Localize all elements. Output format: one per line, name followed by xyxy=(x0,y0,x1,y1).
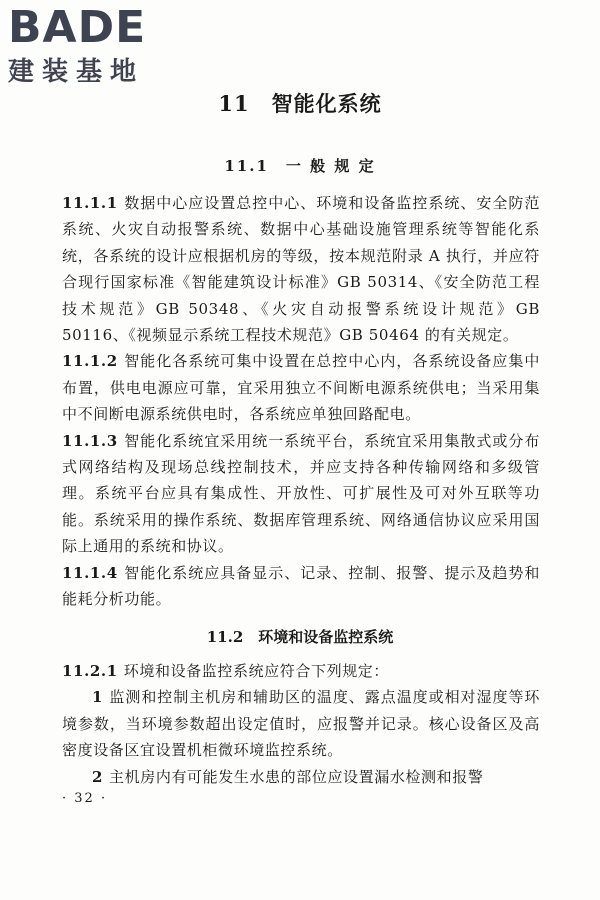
clause-block-11-1 xyxy=(62,190,540,613)
watermark-subtitle: 建装基地 xyxy=(8,57,145,87)
clause-text: 智能化系统宜采用统一系统平台，系统宜采用集散式或分布式网络结构及现场总线控制技术，并应支持各种传输网络和多级管理。系统平台应具有集成性、开放性、可扩展性及可对外互联等功能。系统采用的操作系统、数据库管理系统、网络通信协议应采用国际上通用的系统和协议。 xyxy=(62,431,540,556)
clause-11-2-1 xyxy=(62,658,540,684)
clause-number: 11.1.4 xyxy=(62,563,118,582)
watermark-brand: BADE xyxy=(8,2,147,53)
clause-number: 11.1.3 xyxy=(62,431,118,450)
clause-item-1 xyxy=(62,684,540,763)
section-title-11-1: 11.1 一 般 规 定 xyxy=(224,157,376,175)
item-number: 1 xyxy=(92,688,104,707)
clause-11-1-2 xyxy=(62,348,540,427)
clause-text: 数据中心应设置总控中心、环境和设备监控系统、安全防范系统、火灾自动报警系统、数据中心基础设施管理系统等智能化系统，各系统的设计应根据机房的等级，按本规范附录 A 执行，并应符合现行国家标准《智能建筑设计标准》GB 50314、《安全防范工程技术规范》GB 50348、《火灾自动报警系统设计规范》GB 50116、《视频显示系统工程技术规范》GB 50464 的有关规定。 xyxy=(62,194,540,345)
clause-text: 环境和设备监控系统应符合下列规定： xyxy=(123,662,389,680)
clause-11-1-3 xyxy=(62,428,540,560)
section-title-11-2: 11.2 环境和设备监控系统 xyxy=(206,628,394,646)
item-text: 监测和控制主机房和辅助区的温度、露点温度或相对湿度等环境参数，当环境参数超出设定值时，应报警并记录。核心设备区及高密度设备区宜设置机柜微环境监控系统。 xyxy=(62,688,540,760)
clause-number: 11.1.2 xyxy=(62,352,118,371)
clause-text: 智能化各系统可集中设置在总控中心内，各系统设备应集中布置，供电电源应可靠，宜采用独立不间断电源系统供电；当采用集中不间断电源系统供电时，各系统应单独回路配电。 xyxy=(62,352,540,424)
clause-number: 11.1.1 xyxy=(62,194,118,212)
page-number: · 32 · xyxy=(62,791,108,806)
bade-logo-watermark xyxy=(8,2,178,88)
clause-number: 11.2.1 xyxy=(62,662,118,680)
clause-text: 智能化系统应具备显示、记录、控制、报警、提示及趋势和能耗分析功能。 xyxy=(62,563,540,609)
clause-11-1-4 xyxy=(62,560,540,613)
item-text: 主机房内有可能发生水患的部位应设置漏水检测和报警 xyxy=(109,767,484,786)
clause-item-2 xyxy=(62,764,540,790)
item-number: 2 xyxy=(92,767,104,786)
clause-11-1-1 xyxy=(62,190,540,348)
clause-block-11-2 xyxy=(62,658,540,790)
chapter-title: 11 智能化系统 xyxy=(218,91,382,116)
